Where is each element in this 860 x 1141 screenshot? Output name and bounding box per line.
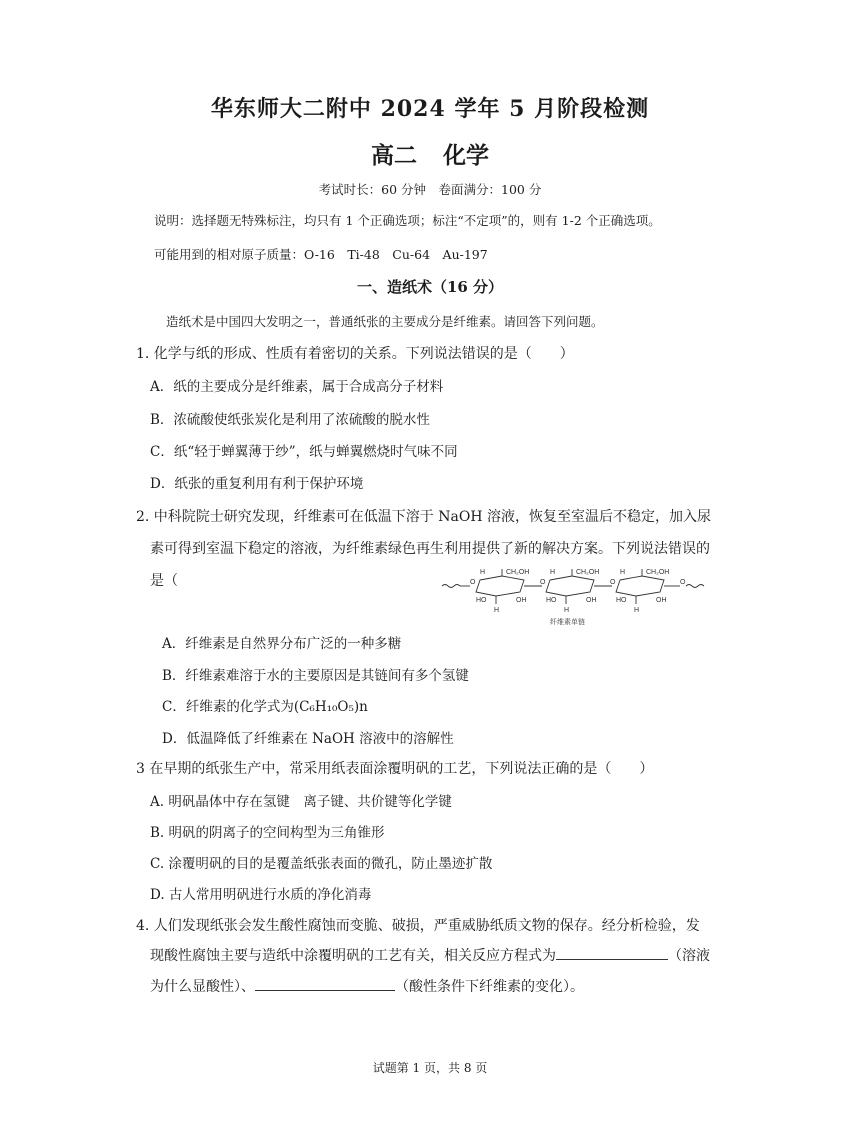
- q4-line1: 4. 人们发现纸张会发生酸性腐蚀而变脆、破损，严重威胁纸质文物的保存。经分析检验，发: [136, 918, 700, 934]
- q2-stem-line2: 素可得到室温下稳定的溶液，为纤维素绿色再生利用提供了新的解决方案。下列说法错误的: [150, 541, 710, 557]
- q3-option-c: C. 涂覆明矾的目的是覆盖纸张表面的微孔，防止墨迹扩散: [150, 856, 493, 872]
- grade-label: 高二: [371, 142, 417, 169]
- q4-line3: [150, 976, 584, 996]
- group-label: OH: [656, 597, 667, 604]
- cellulose-chain-diagram: [440, 566, 710, 626]
- section-intro: 造纸术是中国四大发明之一，普通纸张的主要成分是纤维素。请回答下列问题。: [166, 314, 604, 329]
- atom-label: H: [550, 569, 556, 576]
- atomic-masses: 可能用到的相对原子质量：O-16 Ti-48 Cu-64 Au-197: [154, 247, 488, 262]
- q3-option-d: D. 古人常用明矾进行水质的净化消毒: [150, 887, 372, 903]
- q3-option-b: B. 明矾的阴离子的空间构型为三角锥形: [150, 825, 385, 841]
- answer-blank-2[interactable]: [255, 976, 395, 991]
- q4-line2-suffix: （溶液: [668, 948, 710, 964]
- exam-info: 考试时长：60 分钟 卷面满分：100 分: [318, 182, 542, 197]
- q4-line3-suffix: （酸性条件下纤维素的变化）。: [395, 979, 584, 995]
- group-label: HO: [546, 597, 557, 604]
- q2-option-a: A．纤维素是自然界分布广泛的一种多糖: [162, 636, 402, 652]
- group-label: CH₂OH: [506, 569, 530, 576]
- q3-stem: 3 在早期的纸张生产中，常采用纸表面涂覆明矾的工艺，下列说法正确的是（ ）: [136, 761, 654, 777]
- atom-label: H: [634, 607, 640, 614]
- group-label: HO: [616, 597, 627, 604]
- group-label: CH₂OH: [646, 569, 670, 576]
- atom-label: O: [680, 579, 686, 586]
- group-label: HO: [476, 597, 487, 604]
- group-label: OH: [586, 597, 597, 604]
- diagram-caption: 纤维素单链: [550, 618, 585, 626]
- page-footer: 试题第 1 页，共 8 页: [372, 1061, 488, 1075]
- q1-stem: 1. 化学与纸的形成、性质有着密切的关系。下列说法错误的是（ ）: [136, 346, 574, 362]
- instructions: 说明：选择题无特殊标注，均只有 1 个正确选项；标注“不定项”的，则有 1-2 个正确选项。: [154, 213, 661, 228]
- atom-label: H: [480, 569, 486, 576]
- atom-label: H: [494, 607, 500, 614]
- subject-label: 化学: [443, 142, 489, 169]
- answer-blank-1[interactable]: [556, 945, 668, 960]
- q4-line2: [150, 945, 710, 965]
- q1-option-d: D．纸张的重复利用有利于保护环境: [150, 476, 364, 492]
- atom-label: O: [540, 579, 546, 586]
- atom-label: O: [610, 579, 616, 586]
- group-label: OH: [516, 597, 527, 604]
- atom-label: H: [620, 569, 626, 576]
- q2-stem-line3: 是（: [150, 573, 178, 589]
- atom-label: H: [564, 607, 570, 614]
- q2-option-b: B．纤维素难溶于水的主要原因是其链间有多个氢键: [162, 668, 469, 684]
- atom-label: O: [470, 579, 476, 586]
- section-title: 一、造纸术（16 分）: [356, 278, 504, 296]
- q2-stem-line1: 2. 中科院院士研究发现，纤维素可在低温下溶于 NaOH 溶液，恢复至室温后不稳定，加入尿: [136, 509, 711, 525]
- group-label: CH₂OH: [576, 569, 600, 576]
- q1-option-a: A．纸的主要成分是纤维素，属于合成高分子材料: [150, 379, 444, 395]
- q4-line3-text: 为什么显酸性）、: [150, 979, 255, 995]
- q2-option-c: C．纤维素的化学式为(C₆H₁₀O₅)n: [162, 699, 368, 715]
- exam-subtitle: [0, 137, 860, 170]
- exam-title: 华东师大二附中 2024 学年 5 月阶段检测: [210, 96, 650, 122]
- q3-option-a: A. 明矾晶体中存在氢键 离子键、共价键等化学键: [150, 794, 452, 810]
- q4-line2-text: 现酸性腐蚀主要与造纸中涂覆明矾的工艺有关，相关反应方程式为: [150, 948, 556, 964]
- q2-option-d: D．低温降低了纤维素在 NaOH 溶液中的溶解性: [162, 731, 454, 747]
- q1-option-b: B．浓硫酸使纸张炭化是利用了浓硫酸的脱水性: [150, 412, 430, 428]
- q1-option-c: C．纸“轻于蝉翼薄于纱”，纸与蝉翼燃烧时气味不同: [150, 444, 458, 460]
